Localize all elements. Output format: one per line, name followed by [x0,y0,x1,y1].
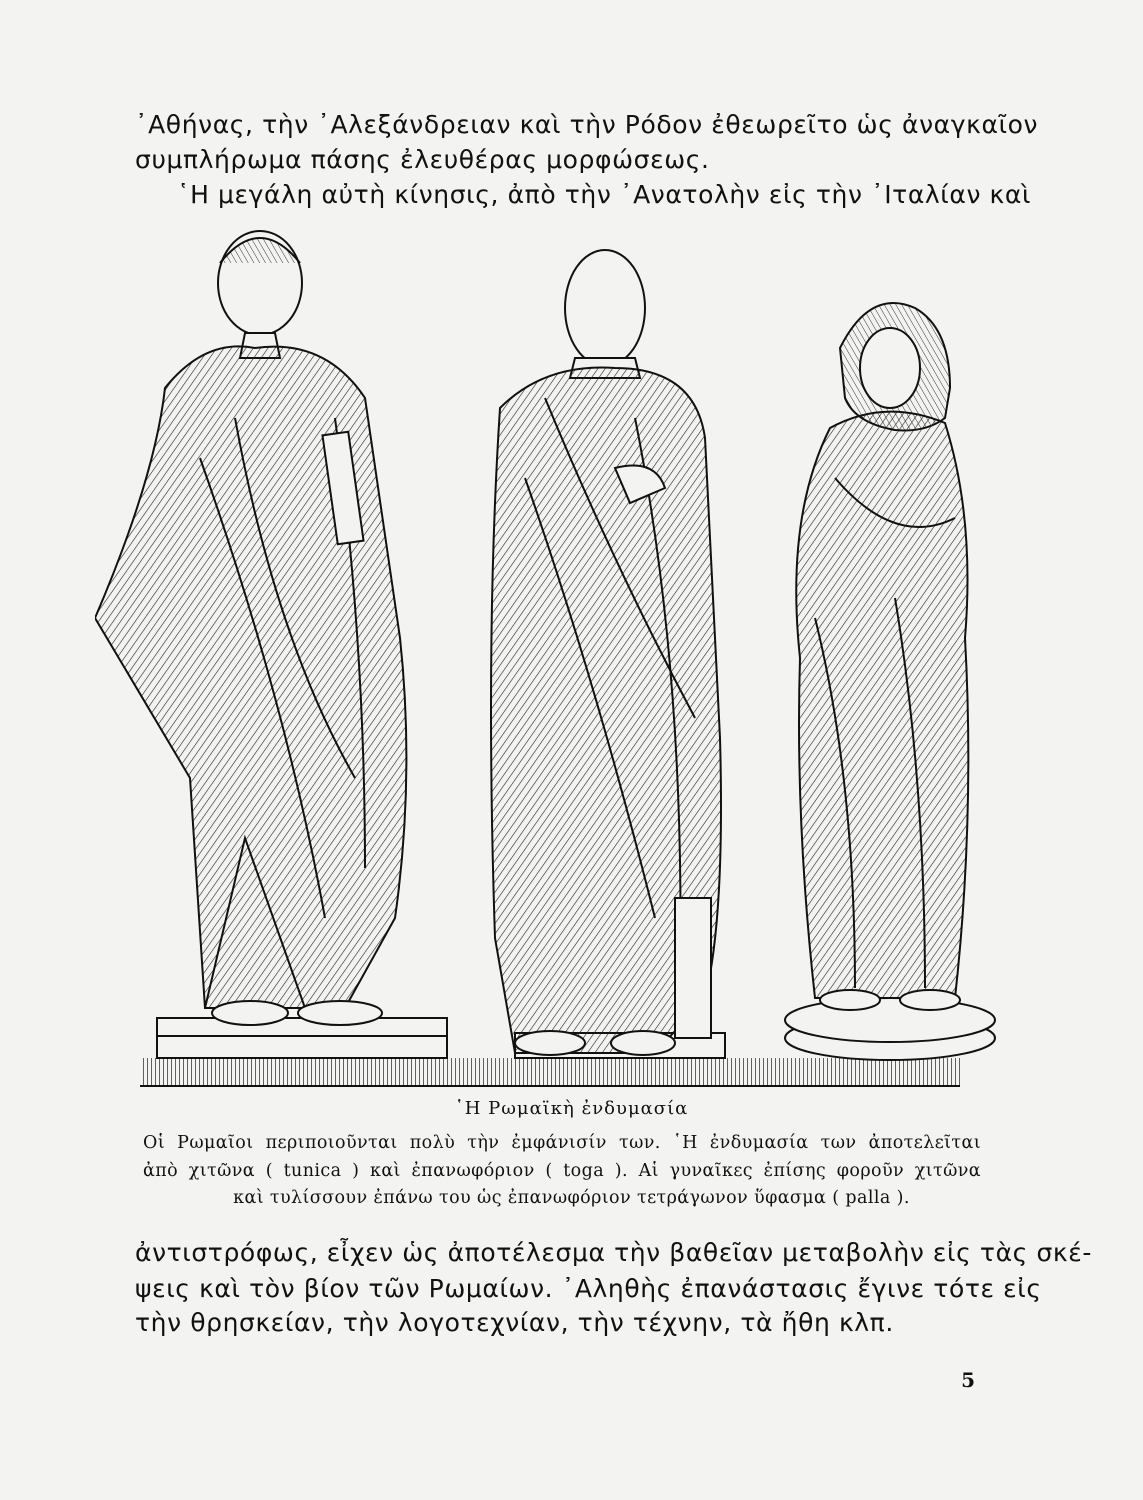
ground-hatching [140,1058,960,1086]
figure-caption-line-3: καὶ τυλίσσουν ἐπάνω του ὡς ἐπανωφόριον τετράγωνον ὕφασμα ( palla ). [233,1188,910,1208]
statue-left [95,231,447,1058]
statue-center [491,250,725,1058]
body-text-line-2: συμπλήρωμα πάσης ἐλευθέρας μορφώσεως. [135,145,710,174]
figure-title: ῾Η Ρωμαϊκὴ ἐνδυμασία [454,1098,689,1119]
page-number: 5 [961,1368,975,1392]
figure-caption-line-2: ἀπὸ χιτῶνα ( tunica ) καὶ ἐπανωφόριον ( toga ). Αἱ γυναῖκες ἐπίσης φοροῦν χιτῶνα [143,1161,981,1181]
roman-dress-illustration [95,218,1005,1118]
statue-right [785,303,995,1060]
body-text-line-4: ἀντιστρόφως, εἶχεν ὡς ἀποτέλεσμα τὴν βαθεῖαν μεταβολὴν εἰς τὰς σκέ- [135,1238,1092,1267]
body-text-line-1: ᾿Αθήνας, τὴν ᾿Αλεξάνδρειαν καὶ τὴν Ρόδον ἐθεωρεῖτο ὡς ἀναγκαῖον [135,110,1039,139]
body-text-line-5: ψεις καὶ τὸν βίον τῶν Ρωμαίων. ᾿Αληθὴς ἐπανάστασις ἔγινε τότε εἰς [135,1274,1042,1303]
body-text-line-6: τὴν θρησκείαν, τὴν λογοτεχνίαν, τὴν τέχνην, τὰ ἤθη κλπ. [135,1308,894,1337]
figure-caption-line-1: Οἱ Ρωμαῖοι περιποιοῦνται πολὺ τὴν ἐμφάνισίν των. ῾Η ἐνδυμασία των ἀποτελεῖται [143,1133,981,1153]
body-text-line-3: ῾Η μεγάλη αὐτὴ κίνησις, ἀπὸ τὴν ᾿Ανατολὴν εἰς τὴν ᾿Ιταλίαν καὶ [177,180,1032,209]
